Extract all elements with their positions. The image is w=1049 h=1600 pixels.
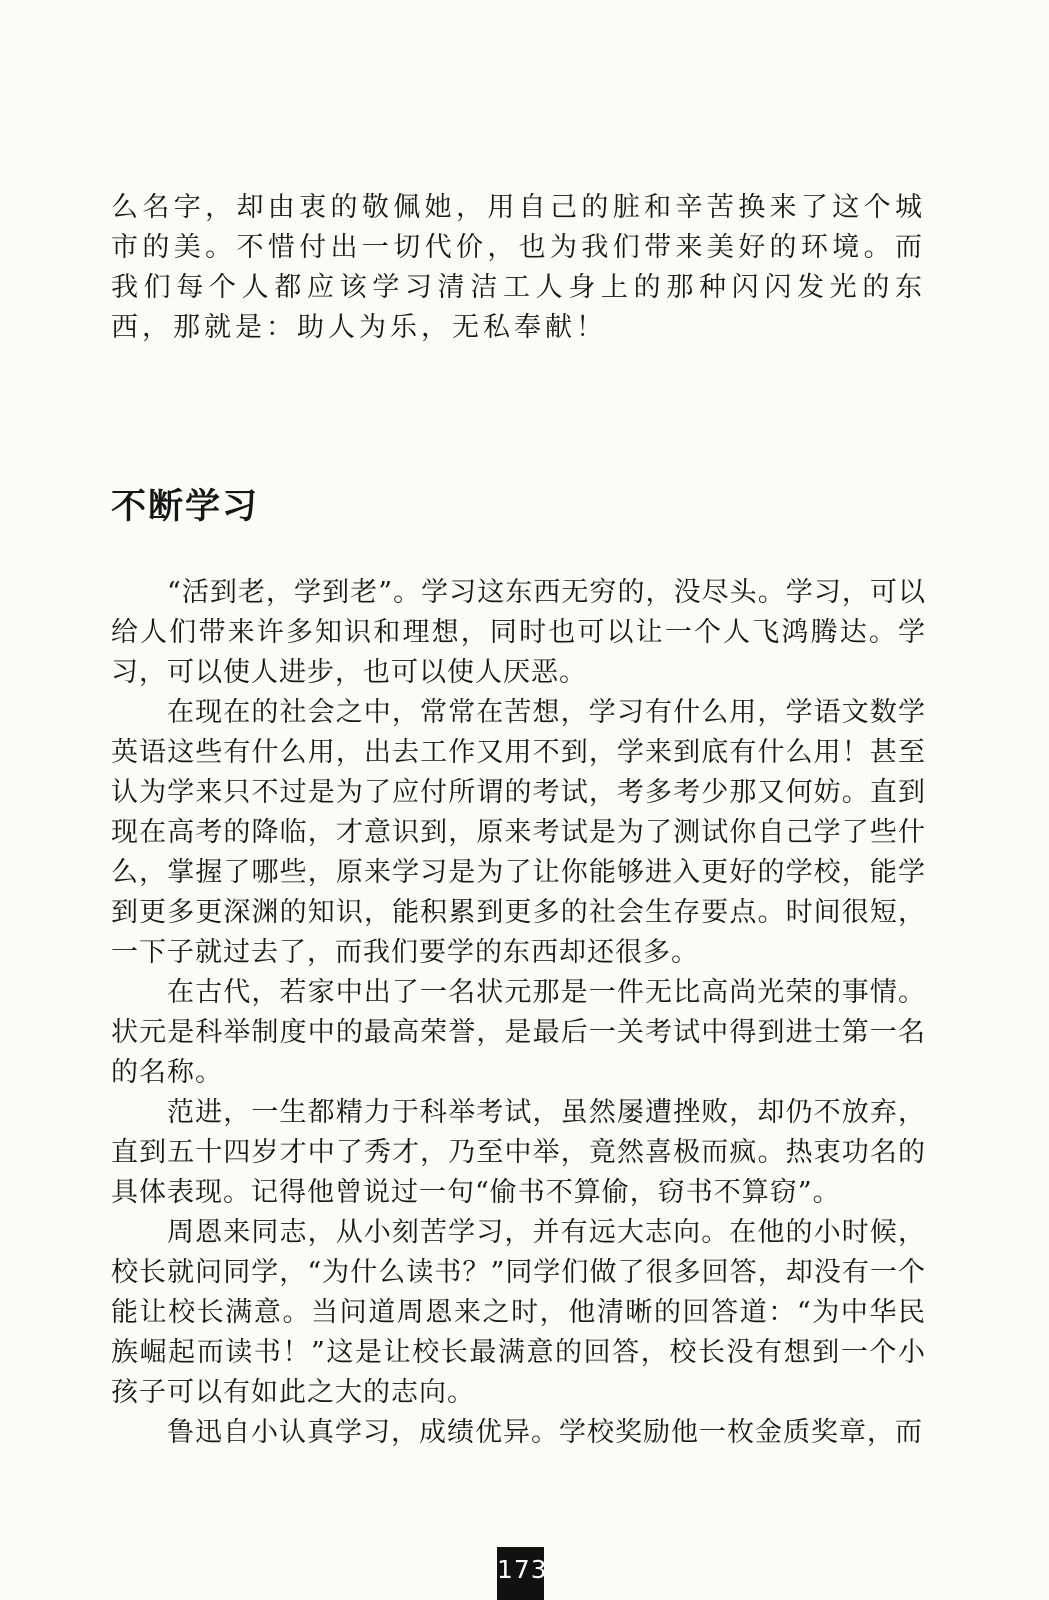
article-paragraph: “活到老，学到老”。学习这东西无穷的，没尽头。学习，可以给人们带来许多知识和理想，同时也可以让一个人飞鸿腾达。学习，可以使人进步，也可以使人厌恶。 (111, 577, 926, 688)
article-paragraph: 在现在的社会之中，常常在苦想，学习有什么用，学语文数学英语这些有什么用，出去工作又用不到，学来到底有什么用！甚至认为学来只不过是为了应付所谓的考试，考多考少那又何妨。直到现在高考的降临，才意识到，原来考试是为了测试你自己学了些什么，掌握了哪些，原来学习是为了让你能够进入更好的学校，能学到更多更深渊的知识，能积累到更多的社会生存要点。时间很短，一下子就过去了，而我们要学的东西却还很多。 (111, 697, 926, 968)
article-paragraph: 鲁迅自小认真学习，成绩优异。学校奖励他一枚金质奖章，而 (167, 1417, 923, 1448)
continuation-paragraph-block (111, 188, 926, 348)
article-body (111, 573, 926, 1453)
page-number-tab (497, 1547, 548, 1600)
article-paragraph: 周恩来同志，从小刻苦学习，并有远大志向。在他的小时候，校长就问同学，“为什么读书？”同学们做了很多回答，却没有一个能让校长满意。当问道周恩来之时，他清晰的回答道：“为中华民族崛起而读书！”这是让校长最满意的回答，校长没有想到一个小孩子可以有如此之大的志向。 (111, 1217, 926, 1408)
article-paragraph: 范进，一生都精力于科举考试，虽然屡遭挫败，却仍不放弃，直到五十四岁才中了秀才，乃至中举，竟然喜极而疯。热衷功名的具体表现。记得他曾说过一句“偷书不算偷，窃书不算窃”。 (111, 1097, 926, 1208)
article-title: 不断学习 (111, 487, 260, 527)
page-number: 173 (497, 1555, 548, 1584)
article-paragraph: 在古代，若家中出了一名状元那是一件无比高尚光荣的事情。状元是科举制度中的最高荣誉，是最后一关考试中得到进士第一名的名称。 (111, 977, 926, 1088)
continuation-paragraph: 么名字，却由衷的敬佩她，用自己的脏和辛苦换来了这个城市的美。不惜付出一切代价，也为我们带来美好的环境。而我们每个人都应该学习清洁工人身上的那种闪闪发光的东西，那就是：助人为乐，无私奉献！ (111, 192, 926, 343)
